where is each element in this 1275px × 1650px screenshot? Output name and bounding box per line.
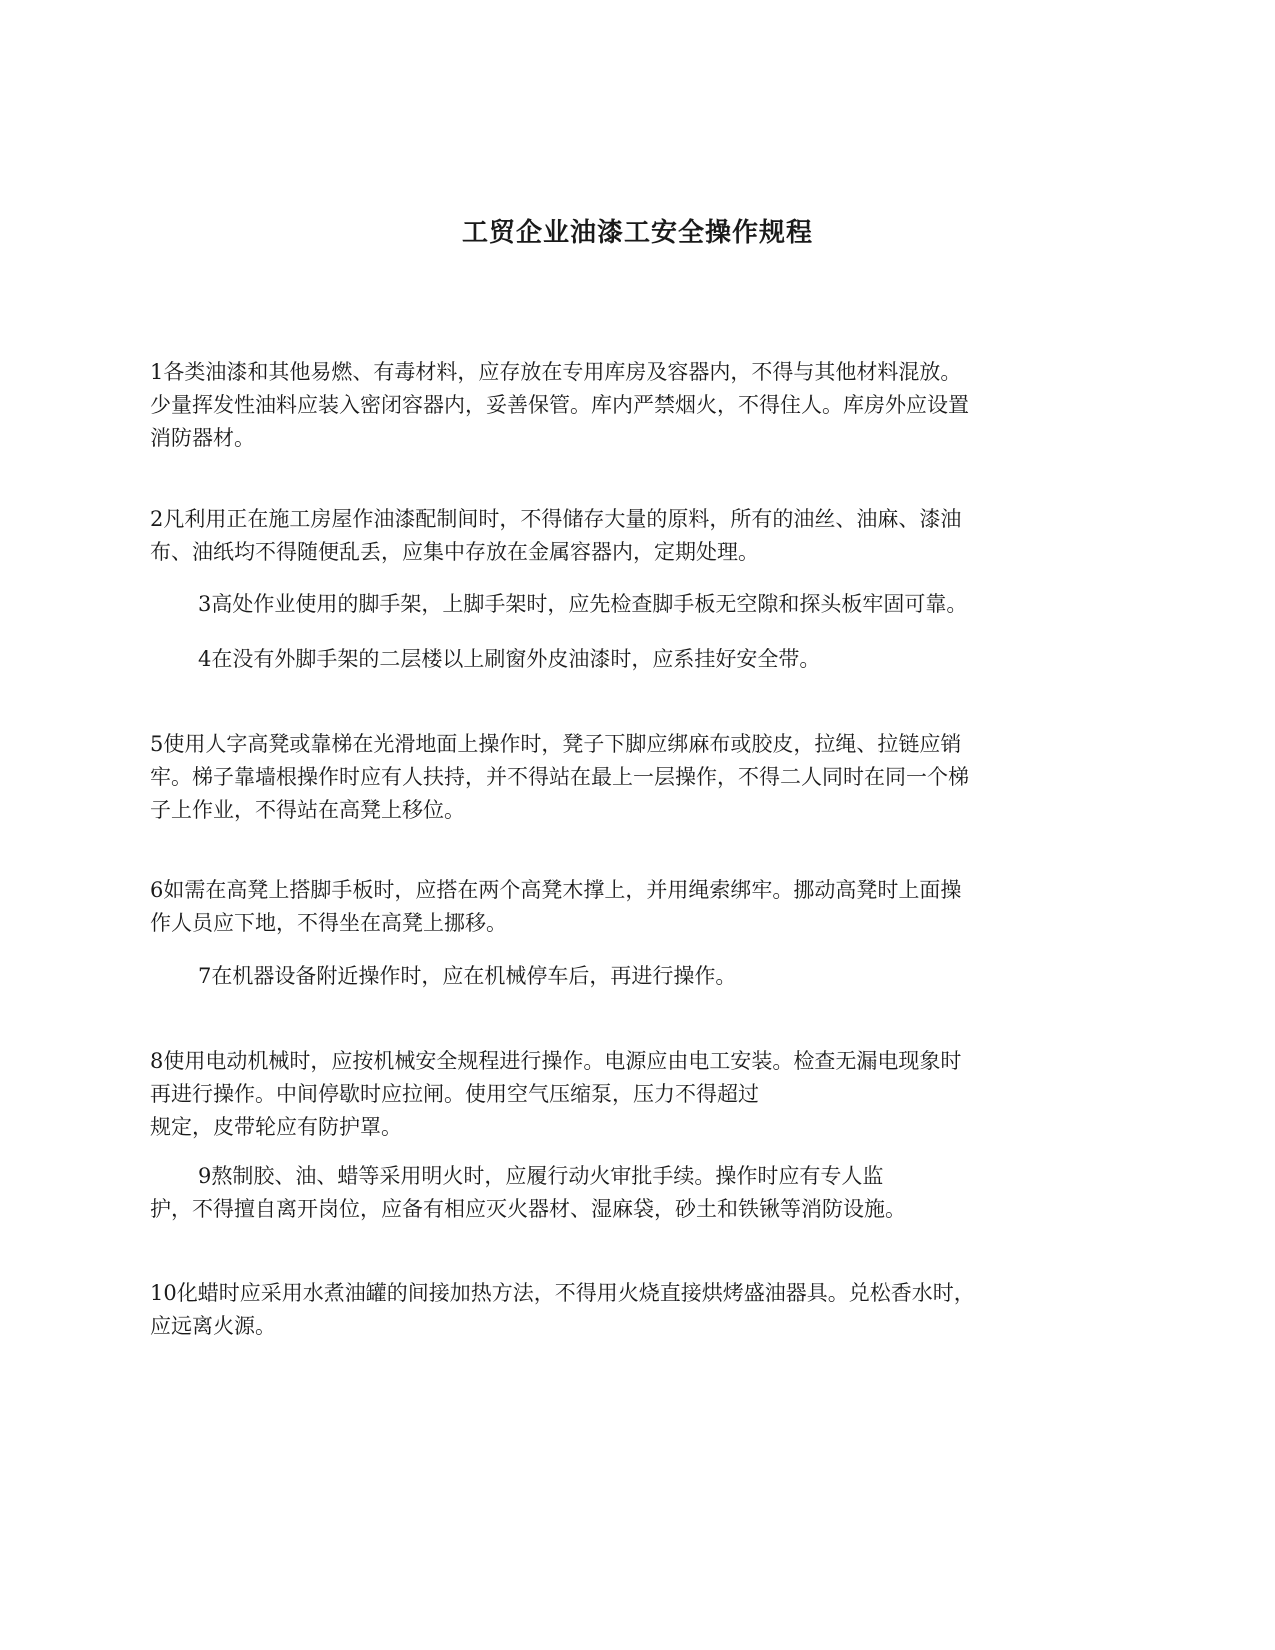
line: 3高处作业使用的脚手架，上脚手架时，应先检查脚手板无空隙和探头板牢固可靠。 [198,592,968,616]
line: 7在机器设备附近操作时，应在机械停车后，再进行操作。 [198,964,737,988]
paragraph-7 [150,960,1130,993]
line: 护，不得擅自离开岗位，应备有相应灭火器材、湿麻袋，砂土和铁锹等消防设施。 [150,1197,906,1221]
paragraph-2 [150,503,1130,569]
line: 布、油纸均不得随便乱丢，应集中存放在金属容器内，定期处理。 [150,540,759,564]
line: 牢。梯子靠墙根操作时应有人扶持，并不得站在最上一层操作，不得二人同时在同一个梯 [150,765,969,789]
paragraph-3 [150,588,1130,621]
paragraph-4 [150,643,1130,676]
line: 1各类油漆和其他易燃、有毒材料，应存放在专用库房及容器内，不得与其他材料混放。 [150,360,962,384]
paragraph-6 [150,874,1130,940]
line: 作人员应下地，不得坐在高凳上挪移。 [150,911,507,935]
paragraph-5 [150,728,1130,827]
line: 4在没有外脚手架的二层楼以上刷窗外皮油漆时，应系挂好安全带。 [198,647,821,671]
paragraph-1 [150,356,1130,455]
paragraph-9 [150,1160,1130,1226]
line: 2凡利用正在施工房屋作油漆配制间时，不得储存大量的原料，所有的油丝、油麻、漆油 [150,507,962,531]
line: 再进行操作。中间停歇时应拉闸。使用空气压缩泵，压力不得超过 [150,1082,759,1106]
line: 8使用电动机械时，应按机械安全规程进行操作。电源应由电工安装。检查无漏电现象时 [150,1049,962,1073]
line: 应远离火源。 [150,1314,276,1338]
paragraph-8 [150,1045,1130,1144]
line: 9熬制胶、油、蜡等采用明火时，应履行动火审批手续。操作时应有专人监 [198,1164,884,1188]
line: 5使用人字高凳或靠梯在光滑地面上操作时，凳子下脚应绑麻布或胶皮，拉绳、拉链应销 [150,732,962,756]
paragraph-10 [150,1277,1130,1343]
line: 子上作业，不得站在高凳上移位。 [150,798,465,822]
line: 6如需在高凳上搭脚手板时，应搭在两个高凳木撑上，并用绳索绑牢。挪动高凳时上面操 [150,878,962,902]
line: 少量挥发性油料应装入密闭容器内，妥善保管。库内严禁烟火，不得住人。库房外应设置 [150,393,969,417]
line: 消防器材。 [150,426,255,450]
document-title: 工贸企业油漆工安全操作规程 [461,218,813,248]
line: 10化蜡时应采用水煮油罐的间接加热方法，不得用火烧直接烘烤盛油器具。兑松香水时， [150,1281,975,1305]
line: 规定，皮带轮应有防护罩。 [150,1115,402,1139]
